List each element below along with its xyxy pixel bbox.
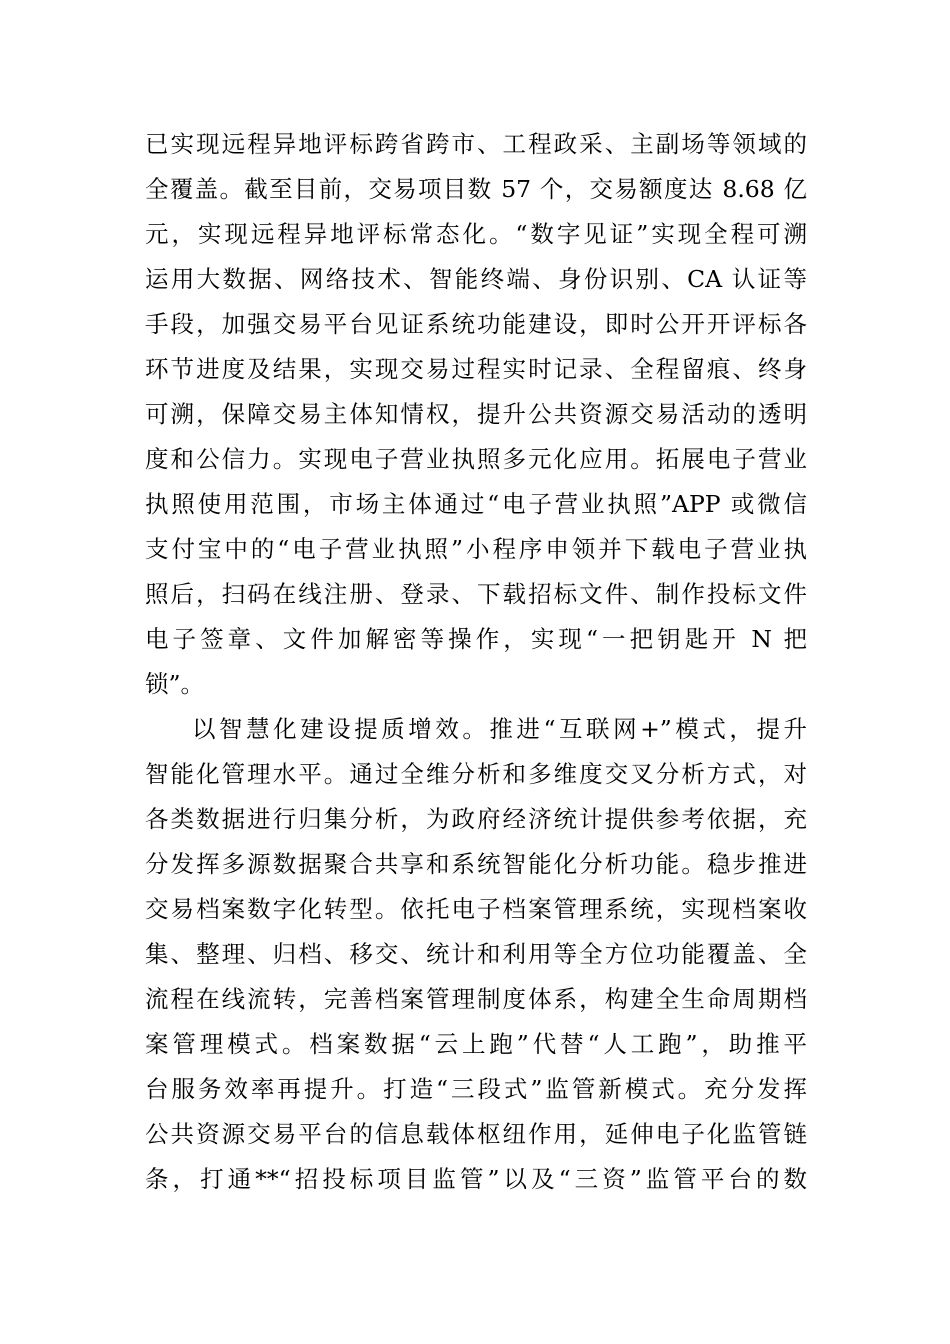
- text-line: 锁”。: [145, 670, 205, 698]
- text-line: 已实现远程异地评标跨省跨市、工程政采、主副场等领域的: [145, 130, 807, 158]
- text-line: 全覆盖。截至目前，交易项目数 57 个，交易额度达 8.68 亿: [145, 175, 807, 203]
- text-line: 电子签章、文件加解密等操作，实现“一把钥匙开 N 把: [145, 625, 807, 653]
- paragraph-2: [145, 707, 807, 1202]
- text-line: 环节进度及结果，实现交易过程实时记录、全程留痕、终身: [145, 355, 807, 383]
- text-line: 以智慧化建设提质增效。推进“互联网+”模式，提升: [192, 715, 807, 743]
- text-line: 各类数据进行归集分析，为政府经济统计提供参考依据，充: [145, 805, 807, 833]
- text-line: 条，打通**“招投标项目监管”以及“三资”监管平台的数: [145, 1165, 807, 1193]
- text-line: 分发挥多源数据聚合共享和系统智能化分析功能。稳步推进: [145, 850, 807, 878]
- text-line: 交易档案数字化转型。依托电子档案管理系统，实现档案收: [145, 895, 807, 923]
- text-line: 流程在线流转，完善档案管理制度体系，构建全生命周期档: [145, 985, 807, 1013]
- text-line: 可溯，保障交易主体知情权，提升公共资源交易活动的透明: [145, 400, 807, 428]
- text-line: 运用大数据、网络技术、智能终端、身份识别、CA 认证等: [145, 265, 807, 293]
- text-line: 支付宝中的“电子营业执照”小程序申领并下载电子营业执: [145, 535, 807, 563]
- document-body: [145, 122, 807, 1202]
- text-line: 度和公信力。实现电子营业执照多元化应用。拓展电子营业: [145, 445, 807, 473]
- paragraph-1: [145, 122, 807, 707]
- text-line: 手段，加强交易平台见证系统功能建设，即时公开开评标各: [145, 310, 807, 338]
- text-line: 台服务效率再提升。打造“三段式”监管新模式。充分发挥: [145, 1075, 807, 1103]
- text-line: 智能化管理水平。通过全维分析和多维度交叉分析方式，对: [145, 760, 807, 788]
- text-line: 执照使用范围，市场主体通过“电子营业执照”APP 或微信: [145, 490, 807, 518]
- text-line: 案管理模式。档案数据“云上跑”代替“人工跑”，助推平: [145, 1030, 807, 1058]
- text-line: 照后，扫码在线注册、登录、下载招标文件、制作投标文件: [145, 580, 807, 608]
- text-line: 元，实现远程异地评标常态化。“数字见证”实现全程可溯: [145, 220, 807, 248]
- text-line: 集、整理、归档、移交、统计和利用等全方位功能覆盖、全: [145, 940, 807, 968]
- text-line: 公共资源交易平台的信息载体枢纽作用，延伸电子化监管链: [145, 1120, 807, 1148]
